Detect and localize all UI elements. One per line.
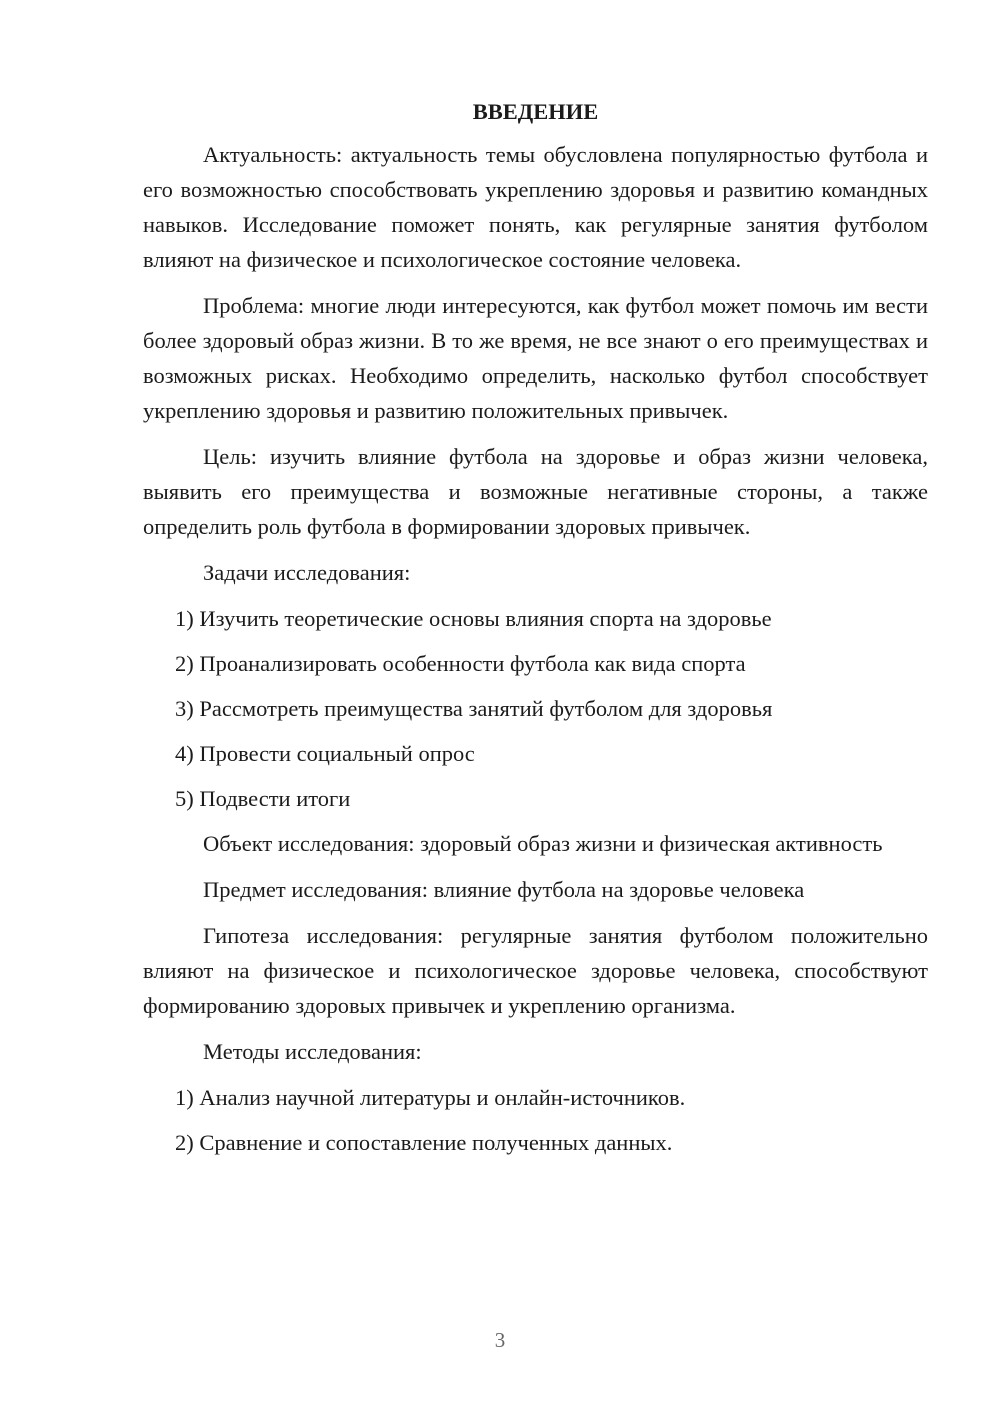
task-item: 4) Провести социальный опрос [175, 741, 475, 766]
problem-paragraph: Проблема: многие люди интересуются, как футбол может помочь им вести более здоровый образ жизни. В то же время, не все знают о его преимуществах и возможных рисках. Необходимо определить, насколько футбол способствует укреплению здоровья и развитию положительных привычек. [143, 293, 928, 423]
method-item: 1) Анализ научной литературы и онлайн-источников. [175, 1085, 686, 1110]
task-item: 1) Изучить теоретические основы влияния спорта на здоровье [175, 606, 772, 631]
relevance-paragraph: Актуальность: актуальность темы обусловлена популярностью футбола и его возможностью способствовать укреплению здоровья и развитию командных навыков. Исследование поможет понять, как регулярные занятия футболом влияют на физическое и психологическое состояние человека. [143, 142, 928, 272]
task-item: 5) Подвести итоги [175, 786, 351, 811]
task-item: 3) Рассмотреть преимущества занятий футболом для здоровья [175, 696, 773, 721]
object-paragraph: Объект исследования: здоровый образ жизни и физическая активность [203, 831, 883, 856]
goal-paragraph: Цель: изучить влияние футбола на здоровье и образ жизни человека, выявить его преимущества и возможные негативные стороны, а также определить роль футбола в формировании здоровых привычек. [143, 444, 928, 539]
hypothesis-paragraph: Гипотеза исследования: регулярные занятия футболом положительно влияют на физическое и психологическое здоровье человека, способствуют формированию здоровых привычек и укреплению организма. [143, 923, 928, 1018]
page-number: 3 [494, 1328, 506, 1352]
method-item: 2) Сравнение и сопоставление полученных данных. [175, 1130, 673, 1155]
task-item: 2) Проанализировать особенности футбола как вида спорта [175, 651, 746, 676]
methods-title: Методы исследования: [203, 1039, 422, 1064]
subject-paragraph: Предмет исследования: влияние футбола на здоровье человека [203, 877, 805, 902]
section-heading: ВВЕДЕНИЕ [472, 99, 599, 124]
document-body [143, 94, 928, 1170]
tasks-title: Задачи исследования: [203, 560, 411, 585]
